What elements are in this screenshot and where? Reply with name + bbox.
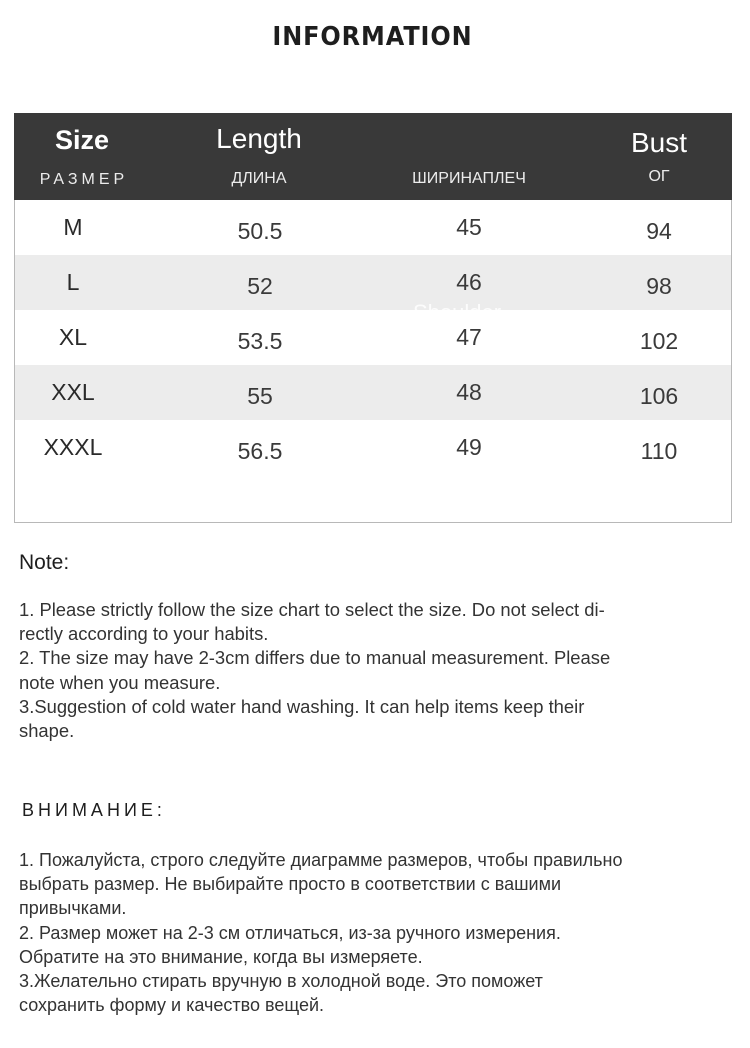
header-length-ru: ДЛИНА	[231, 170, 287, 187]
note-heading: Note:	[19, 551, 70, 574]
cell-size: M	[63, 214, 83, 240]
page-title: INFORMATION	[272, 22, 473, 52]
header-length: Length	[216, 123, 302, 154]
cell-shoulder: 49	[456, 434, 482, 460]
cell-shoulder: 46	[456, 269, 482, 295]
ru-note-heading: ВНИМАНИЕ:	[22, 800, 166, 820]
cell-bust: 102	[639, 328, 679, 354]
cell-shoulder: 48	[456, 379, 482, 405]
size-chart-table	[14, 113, 732, 523]
ru-note-item: 1. Пожалуйста, строго следуйте диаграмме размеров, чтобы правильно выбрать размер. Не выбирайте просто в соответствии с вашими привычками.	[19, 850, 623, 919]
cell-length: 53.5	[237, 328, 283, 354]
note-item: 1. Please strictly follow the size chart to select the size. Do not select di- rectly according to your habits.	[19, 599, 605, 645]
note-list	[19, 598, 719, 743]
table-row	[15, 200, 731, 255]
table-header	[14, 113, 732, 200]
cell-bust: 110	[640, 438, 678, 464]
header-size-ru: РАЗМЕР	[39, 171, 129, 188]
cell-length: 50.5	[237, 218, 283, 244]
note-item: 2. The size may have 2-3cm differs due to manual measurement. Please note when you measure.	[19, 647, 611, 693]
cell-bust: 98	[646, 273, 672, 299]
cell-length: 52	[247, 273, 273, 299]
header-size: Size	[54, 125, 110, 155]
cell-shoulder: 45	[456, 214, 482, 240]
ru-note-item: 3.Желательно стирать вручную в холодной воде. Это поможет сохранить форму и качество вещей.	[19, 971, 543, 1016]
cell-length: 56.5	[237, 438, 283, 464]
ru-note-item: 2. Размер может на 2-3 см отличаться, из-за ручного измерения. Обратите на это внимание, когда вы измеряете.	[19, 922, 561, 967]
cell-size: XL	[58, 324, 88, 350]
cell-size: L	[66, 269, 80, 295]
shoulder-watermark: Shoulder	[413, 300, 502, 325]
cell-size: XXXL	[43, 434, 103, 460]
header-bust-ru: ОГ	[648, 168, 670, 185]
cell-size: XXL	[51, 379, 95, 405]
table-row	[15, 255, 731, 310]
cell-shoulder: 47	[456, 324, 482, 350]
cell-bust: 106	[639, 383, 679, 409]
cell-bust: 94	[646, 218, 672, 244]
cell-length: 55	[247, 383, 273, 409]
table-row	[15, 420, 731, 475]
note-item: 3.Suggestion of cold water hand washing. It can help items keep their shape.	[19, 695, 585, 742]
ru-note-list	[19, 848, 734, 1017]
table-row	[15, 310, 731, 365]
table-row	[15, 365, 731, 420]
header-shoulder-ru: ШИРИНАПЛЕЧ	[412, 170, 526, 187]
header-bust: Bust	[630, 127, 688, 158]
